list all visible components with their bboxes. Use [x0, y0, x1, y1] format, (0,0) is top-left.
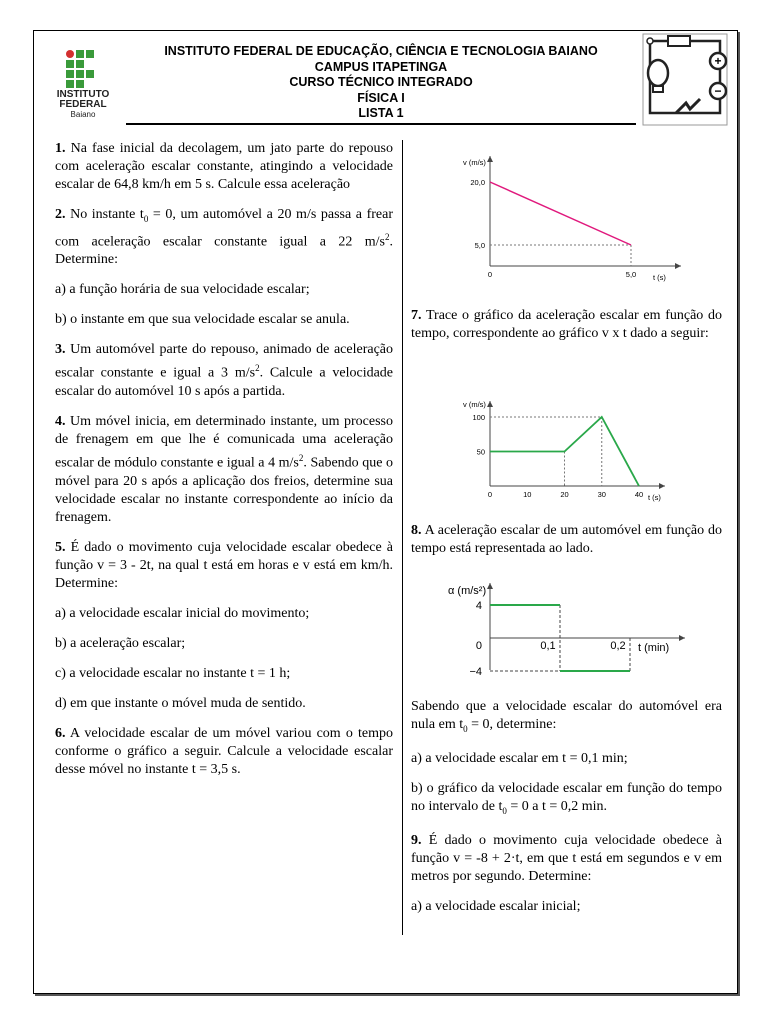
logo-square — [76, 70, 84, 78]
y-tick-label: 20,0 — [470, 178, 485, 187]
header-campus: CAMPUS ITAPETINGA — [314, 59, 448, 74]
question-2: 2. No instante $t_0 = 0$, um automóvel a 20 m/s passa a frear com aceleração escalar constante igual a 22 $m/s^2$. Determine: — [55, 207, 394, 268]
logo-square — [86, 50, 94, 58]
acceleration-chart-q8 — [440, 578, 690, 678]
column-divider — [402, 140, 403, 935]
question-4: 4. Um móvel inicia, em determinado instante, um processo de frenagem em que lhe é comunicada uma aceleração escalar de módulo constante e igual a 4 $m/s^2$. Sabendo que o móvel para 20 s após a aplicação dos freios, determine sua velocidade escalar no instante correspondente ao início da frenagem. — [55, 414, 394, 525]
logo-square — [76, 50, 84, 58]
y-axis-label: α (m/s²) — [448, 585, 487, 597]
x-axis-arrow — [675, 263, 681, 269]
velocity-line — [490, 182, 631, 245]
x-tick-label: 20 — [560, 490, 569, 499]
header-subject: FÍSICA I — [357, 90, 405, 105]
y-tick-label: 50 — [476, 447, 485, 457]
svg-text:+: + — [714, 54, 722, 68]
velocity-chart-q7 — [453, 393, 683, 508]
y-axis-arrow — [487, 583, 493, 589]
left-column — [55, 140, 393, 791]
y-tick-label: 5,0 — [474, 241, 485, 250]
question-3: 3. Um automóvel parte do repouso, animado de aceleração escalar constante e igual a 3 $m/s^2$. Calcule a velocidade escalar do automóvel 10 s após a partida. — [55, 342, 394, 400]
x-tick-label: 0 — [487, 490, 493, 499]
question-9: 9. É dado o movimento cuja velocidade obedece à função v = -8 + 2·t, em que t está em segundos e v em metros por segundo. Determine: — [411, 832, 723, 884]
x-axis-label: t (s) — [648, 493, 661, 502]
question-8-after: Sabendo que a velocidade escalar do automóvel era nula em $t_0 = 0$, determine: — [411, 699, 722, 734]
question-5-item-a: a) a velocidade escalar inicial do movimento; — [55, 605, 310, 621]
circuit-illustration-icon — [642, 33, 728, 126]
x-tick-label: 0 — [487, 270, 493, 279]
header-divider — [126, 123, 636, 125]
y-tick-label: 0 — [475, 640, 482, 652]
velocity-chart-q6 — [453, 148, 683, 290]
x-tick-label: 0,2 — [610, 640, 626, 652]
logo-square — [66, 80, 74, 88]
question-8: 8. A aceleração escalar de um automóvel em função do tempo está representada ao lado. — [411, 523, 722, 556]
question-8-item-a: a) a velocidade escalar em t = 0,1 min; — [411, 750, 628, 766]
y-axis-arrow — [487, 156, 493, 162]
logo-square — [76, 60, 84, 68]
header-list: LISTA 1 — [358, 106, 404, 120]
y-tick-label: 100 — [472, 413, 485, 422]
question-5-item-d: d) em que instante o móvel muda de sentido. — [55, 695, 306, 711]
question-5-item-b: b) a aceleração escalar; — [55, 635, 186, 651]
institute-logo — [48, 46, 118, 124]
logo-square — [76, 80, 84, 88]
question-7: 7. Trace o gráfico da aceleração escalar em função do tempo, correspondente ao gráfico v x t dado a seguir: — [411, 308, 722, 341]
question-6: 6. A velocidade escalar de um móvel variou com o tempo conforme o gráfico a seguir. Calcule a velocidade escalar desse móvel no instante t = 3,5 s. — [55, 725, 393, 777]
logo-name: INSTITUTO FEDERAL — [56, 89, 110, 110]
y-axis-label: v (m/s) — [463, 400, 486, 409]
question-9-item-a: a) a velocidade escalar inicial; — [411, 898, 581, 914]
document-header — [126, 44, 636, 122]
header-course: CURSO TÉCNICO INTEGRADO — [289, 75, 473, 89]
x-axis-arrow — [679, 635, 685, 641]
x-tick-label: 40 — [634, 490, 644, 499]
logo-subtitle: Baiano — [70, 110, 96, 119]
x-tick-label: 10 — [523, 490, 532, 499]
logo-square — [86, 70, 94, 78]
y-axis-arrow — [487, 401, 493, 407]
svg-text:−: − — [714, 84, 722, 98]
question-5-item-c: c) a velocidade escalar no instante t = 1 h; — [55, 665, 291, 681]
question-8-item-b: b) o gráfico da velocidade escalar em função do tempo no intervalo de $t_0 = 0$ a t = 0,2 min. — [411, 780, 722, 816]
x-tick-label: 0,1 — [540, 640, 556, 652]
question-2-item-a: a) a função horária de sua velocidade escalar; — [55, 282, 310, 298]
x-tick-label: 5,0 — [625, 270, 637, 279]
logo-red-dot — [66, 50, 74, 58]
logo-square — [66, 70, 74, 78]
question-5: 5. É dado o movimento cuja velocidade escalar obedece à função v = 3 - 2t, na qual t está em horas e v está em km/h. Determine: — [55, 539, 393, 591]
x-axis-label: t (min) — [638, 642, 670, 654]
y-tick-label: −4 — [469, 666, 482, 678]
y-axis-label: v (m/s) — [463, 158, 486, 167]
question-2-item-b: b) o instante em que sua velocidade escalar se anula. — [55, 312, 350, 328]
x-axis-arrow — [659, 483, 665, 489]
x-tick-label: 30 — [597, 490, 606, 499]
header-institution: INSTITUTO FEDERAL DE EDUCAÇÃO, CIÊNCIA E TECNOLOGIA BAIANO — [164, 44, 598, 58]
logo-square — [66, 60, 74, 68]
question-8-continued — [411, 698, 722, 928]
question-1: 1. Na fase inicial da decolagem, um jato parte do repouso com aceleração escalar constante, atingindo a velocidade escalar de 64,8 km/h em 5 s. Calcule essa aceleração — [55, 141, 394, 192]
x-axis-label: t (s) — [653, 273, 666, 282]
y-tick-label: 4 — [475, 600, 482, 612]
